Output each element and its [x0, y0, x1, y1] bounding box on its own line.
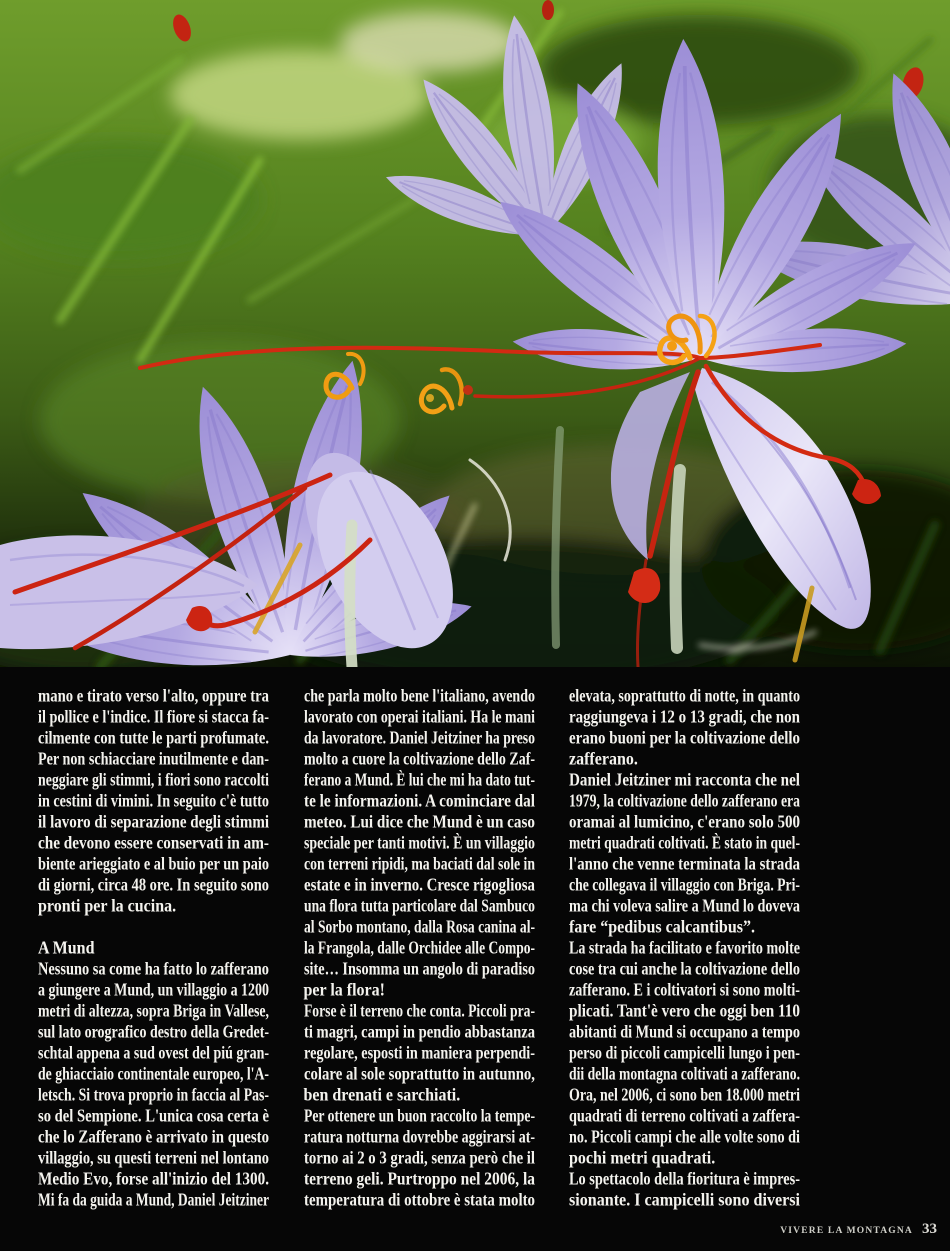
text-line: villaggio, su questi terreni nel lontano [38, 1148, 269, 1169]
text-line: raggiungeva i 12 o 13 gradi, che non [569, 707, 800, 728]
text-line: speciale per tanti motivi. È un villaggio [303, 833, 535, 854]
text-line: schtal appena a sud ovest del piú gran- [38, 1043, 269, 1064]
text-line: plicati. Tant'è vero che oggi ben 110 [569, 1001, 800, 1022]
text-line: Mi fa da guida a Mund, Daniel Jeitziner [38, 1190, 269, 1211]
text-line: che parla molto bene l'italiano, avendo [303, 686, 535, 707]
text-line: metri quadrati coltivati. È stato in quel- [569, 833, 800, 854]
text-line: lavorato con operai italiani. Ha le mani [303, 707, 535, 728]
text-line: zafferano. E i coltivatori si sono molti- [569, 980, 800, 1001]
text-line: oramai al lumicino, c'erano solo 500 [569, 812, 800, 833]
article-body [38, 687, 800, 1212]
text-line: so del Sempione. L'unica cosa certa è [38, 1106, 269, 1127]
text-line: che devono essere conservati in am- [38, 833, 269, 854]
text-line: temperatura di ottobre è stata molto [303, 1190, 535, 1211]
text-line: dii della montagna coltivati a zafferano. [569, 1064, 800, 1085]
text-line: La strada ha facilitato e favorito molte [569, 938, 800, 959]
text-line: il lavoro di separazione degli stimmi [38, 812, 269, 833]
text-line: che lo Zafferano è arrivato in questo [38, 1127, 269, 1148]
text-line: meteo. Lui dice che Mund è un caso [303, 812, 535, 833]
text-line: per la flora! [303, 980, 385, 1001]
text-line: l'anno che venne terminata la strada [569, 854, 800, 875]
text-line: Daniel Jeitziner mi racconta che nel [569, 770, 800, 791]
text-line: Per ottenere un buon raccolto la tempe- [303, 1106, 535, 1127]
text-line: te le informazioni. A cominciare dal [303, 791, 535, 812]
text-line: Per non schiacciare inutilmente e dan- [38, 749, 269, 770]
text-line: ratura notturna dovrebbe aggirarsi at- [303, 1127, 535, 1148]
text-line: letsch. Si trova proprio in faccia al Pas- [38, 1085, 269, 1106]
text-line: cilmente con tutte le parti profumate. [38, 728, 269, 749]
text-line: cose tra cui anche la coltivazione dello [569, 959, 800, 980]
text-line: che collegava il villaggio con Briga. Pri- [569, 875, 800, 896]
text-line: Ora, nel 2006, ci sono ben 18.000 metri [569, 1085, 800, 1106]
text-line: Forse è il terreno che conta. Piccoli pra- [303, 1001, 535, 1022]
text-line: 1979, la coltivazione dello zafferano era [569, 791, 800, 812]
text-line: fare “pedibus calcantibus”. [569, 917, 755, 938]
text-line: abitanti di Mund si occupano a tempo [569, 1022, 800, 1043]
text-line: elevata, soprattutto di notte, in quanto [569, 686, 800, 707]
page-number: 33 [922, 1221, 937, 1237]
text-line: mano e tirato verso l'alto, oppure tra [38, 686, 269, 707]
text-line: da lavoratore. Daniel Jeitziner ha preso [303, 728, 535, 749]
text-line: no. Piccoli campi che alle volte sono di [569, 1127, 800, 1148]
text-line: torno ai 2 o 3 gradi, senza però che il [303, 1148, 535, 1169]
text-line: il pollice e l'indice. Il fiore si stacca fa- [38, 707, 269, 728]
text-line: una flora tutta particolare dal Sambuco [303, 896, 535, 917]
text-line: a giungere a Mund, un villaggio a 1200 [38, 980, 269, 1001]
text-line: de ghiacciaio continentale europeo, l'A- [38, 1064, 269, 1085]
text-line: molto a cuore la coltivazione dello Zaf- [303, 749, 535, 770]
text-line: perso di piccoli campicelli lungo i pen- [569, 1043, 800, 1064]
text-line: con terreni ripidi, ma baciati dal sole in [303, 854, 535, 875]
text-line: ben drenati e sarchiati. [303, 1085, 461, 1106]
text-line: in cestini di vimini. In seguito c'è tutto [38, 791, 269, 812]
section-heading: A Mund [38, 938, 95, 959]
text-line: regolare, esposti in maniera perpendi- [303, 1043, 535, 1064]
text-line: pochi metri quadrati. [569, 1148, 716, 1169]
text-line: ma chi voleva salire a Mund lo doveva [569, 896, 800, 917]
text-line: metri di altezza, sopra Briga in Vallese, [38, 1001, 269, 1022]
text-line: pronti per la cucina. [38, 896, 177, 917]
text-line: sul lato orografico destro della Gredet- [38, 1022, 269, 1043]
text-line: Medio Evo, forse all'inizio del 1300. [38, 1169, 269, 1190]
text-line: quadrati di terreno coltivati a zaffera- [569, 1106, 800, 1127]
page-footer [780, 1221, 937, 1238]
text-line: biente arieggiato e al buio per un paio [38, 854, 269, 875]
text-line: di giorni, circa 48 ore. In seguito sono [38, 875, 269, 896]
text-column-3 [569, 687, 800, 1212]
text-line: la Frangola, dalle Orchidee alle Compo- [303, 938, 535, 959]
text-column-2 [304, 687, 535, 1212]
text-line: estate e in inverno. Cresce rigogliosa [303, 875, 535, 896]
text-line: ferano a Mund. È lui che mi ha dato tut- [303, 770, 535, 791]
text-line: Lo spettacolo della fioritura è impres- [569, 1169, 800, 1190]
text-line: ti magri, campi in pendio abbastanza [303, 1022, 535, 1043]
text-line: site… Insomma un angolo di paradiso [303, 959, 535, 980]
text-line: zafferano. [569, 749, 638, 770]
text-line: sionante. I campicelli sono diversi [569, 1190, 800, 1211]
text-column-1 [38, 687, 269, 1212]
text-line: erano buoni per la coltivazione dello [569, 728, 800, 749]
magazine-name: VIVERE LA MONTAGNA [780, 1226, 913, 1236]
text-line: Nessuno sa come ha fatto lo zafferano [38, 959, 269, 980]
text-line: colare al sole soprattutto in autunno, [303, 1064, 535, 1085]
text-line: neggiare gli stimmi, i fiori sono raccolti [38, 770, 269, 791]
text-line: terreno geli. Purtroppo nel 2006, la [303, 1169, 535, 1190]
text-line: al Sorbo montano, dalla Rosa canina al- [303, 917, 535, 938]
